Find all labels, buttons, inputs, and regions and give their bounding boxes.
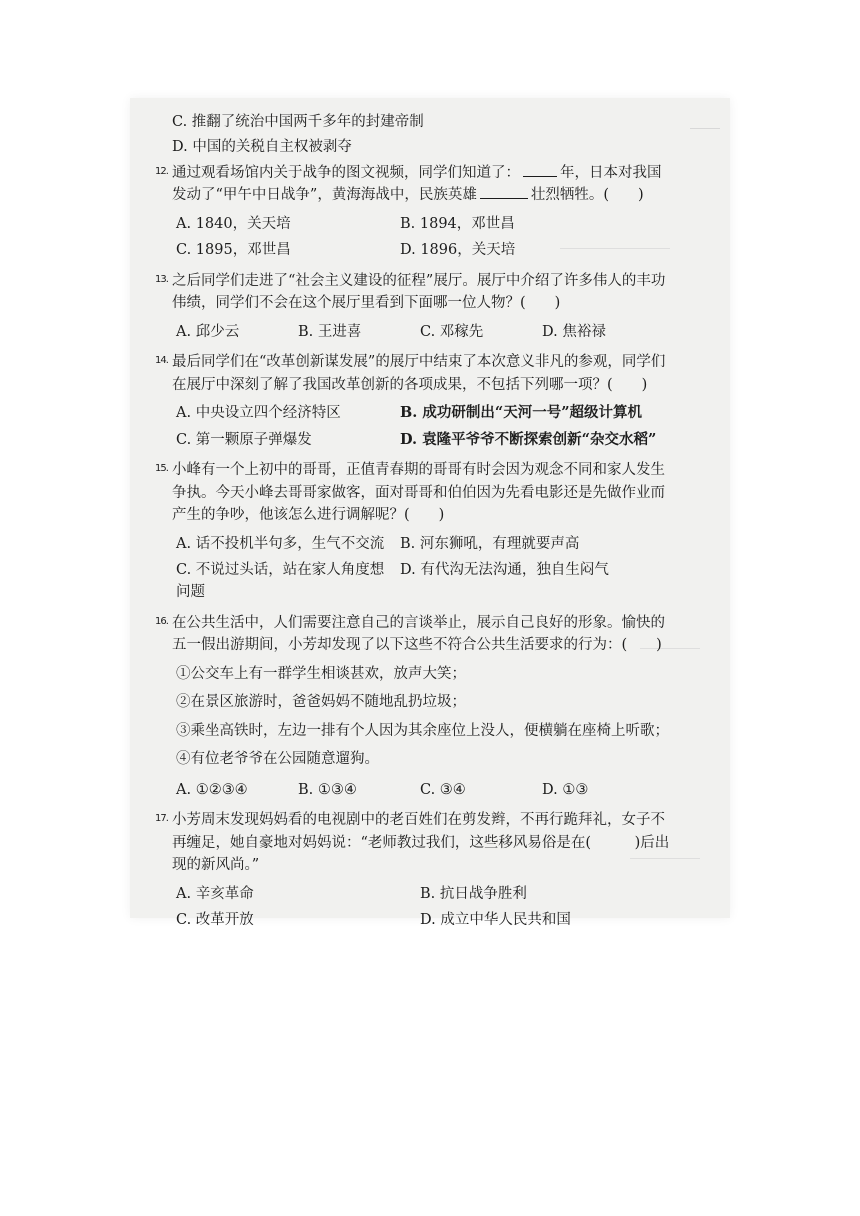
exam-content (155, 108, 672, 940)
question-number: 12. (155, 165, 168, 177)
option-d[interactable]: D. ①③ (542, 781, 589, 798)
options (172, 400, 672, 453)
option-d[interactable]: D. 袁隆平爷爷不断探索创新“杂交水稻” (400, 430, 657, 448)
option-b[interactable]: B. 抗日战争胜利 (420, 885, 527, 902)
statement-1: ①公交车上有一群学生相谈甚欢，放声大笑； (176, 665, 466, 682)
option-d-previous: D. 中国的关税自主权被剥夺 (172, 139, 352, 156)
option-b[interactable]: B. 1894，邓世昌 (400, 215, 515, 232)
option-c[interactable]: C. ③④ (420, 781, 466, 798)
bleed-through-mark (690, 118, 720, 129)
question-text: 在公共生活中，人们需要注意自己的言谈举止，展示自己良好的形象。愉快的五一假出游期间，小芳却发现了以下这些不符合公共生活要求的行为：( ) (172, 614, 665, 654)
question-12 (155, 162, 672, 264)
question-16 (155, 612, 672, 803)
options (172, 881, 672, 934)
question-text: 之后同学们走进了“社会主义建设的征程”展厅。展厅中介绍了许多伟人的丰功伟绩，同学们不会在这个展厅里看到下面哪一位人物？( ) (172, 272, 666, 312)
question-text: 最后同学们在“改革创新谋发展”的展厅中结束了本次意义非凡的参观，同学们在展厅中深刻了解了我国改革创新的各项成果，不包括下列哪一项？( ) (172, 354, 666, 393)
question-text: 通过观看场馆内关于战争的图文视频，同学们知道了： 年，日本对我国发动了“甲午中日战争”，黄海海战中，民族英雄 壮烈牺牲。( ) (172, 164, 662, 204)
answer-blank[interactable] (523, 164, 557, 177)
options (172, 777, 672, 803)
option-a[interactable]: A. 中央设立四个经济特区 (176, 405, 341, 422)
options (172, 319, 672, 345)
option-c-previous: C. 推翻了统治中国两千多年的封建帝制 (172, 114, 424, 130)
question-13 (155, 270, 672, 345)
question-14 (155, 351, 672, 453)
answer-blank[interactable] (480, 186, 528, 199)
option-b[interactable]: B. 王进喜 (298, 323, 362, 340)
option-d[interactable]: D. 焦裕禄 (542, 323, 606, 340)
option-a[interactable]: A. 邱少云 (176, 323, 240, 340)
option-c[interactable]: C. 邓稼先 (420, 323, 484, 340)
option-c[interactable]: C. 第一颗原子弹爆发 (176, 431, 312, 448)
option-c[interactable]: C. 不说过头话，站在家人角度想问题 (176, 561, 385, 601)
question-number: 16. (155, 615, 168, 627)
question-text: 小芳周末发现妈妈看的电视剧中的老百姓们在剪发辫，不再行跪拜礼，女子不再缠足，她自豪地对妈妈说：“老师教过我们，这些移风易俗是在( )后出现的新风尚。” (172, 812, 670, 874)
option-d[interactable]: D. 1896，关天培 (400, 242, 516, 259)
question-17 (155, 809, 672, 933)
option-a[interactable]: A. 话不投机半句多，生气不交流 (176, 535, 385, 552)
option-d[interactable]: D. 成立中华人民共和国 (420, 912, 571, 929)
option-c[interactable]: C. 改革开放 (176, 912, 254, 929)
question-number: 14. (155, 355, 168, 367)
statement-3: ③乘坐高铁时，左边一排有个人因为其余座位上没人，便横躺在座椅上听歌； (176, 722, 669, 739)
option-d[interactable]: D. 有代沟无法沟通，独自生闷气 (400, 561, 609, 578)
question-number: 13. (155, 273, 168, 285)
option-a[interactable]: A. 辛亥革命 (176, 885, 254, 902)
option-b[interactable]: B. ①③④ (298, 781, 357, 798)
option-c[interactable]: C. 1895，邓世昌 (176, 242, 291, 259)
option-a[interactable]: A. ①②③④ (176, 781, 248, 798)
option-b[interactable]: B. 成功研制出“天河一号”超级计算机 (400, 404, 643, 422)
question-number: 17. (155, 813, 168, 825)
statement-4: ④有位老爷爷在公园随意遛狗。 (176, 751, 379, 768)
question-number: 15. (155, 463, 168, 475)
statement-2: ②在景区旅游时，爸爸妈妈不随地乱扔垃圾； (176, 694, 466, 711)
option-b[interactable]: B. 河东狮吼，有理就要声高 (400, 535, 580, 552)
question-text: 小峰有一个上初中的哥哥，正值青春期的哥哥有时会因为观念不同和家人发生争执。今天小峰去哥哥家做客，面对哥哥和伯伯因为先看电影还是先做作业而产生的争吵，他该怎么进行调解呢？( ) (172, 462, 665, 524)
option-a[interactable]: A. 1840，关天培 (176, 215, 291, 232)
options (172, 531, 672, 606)
options (172, 211, 672, 264)
question-15 (155, 459, 672, 606)
